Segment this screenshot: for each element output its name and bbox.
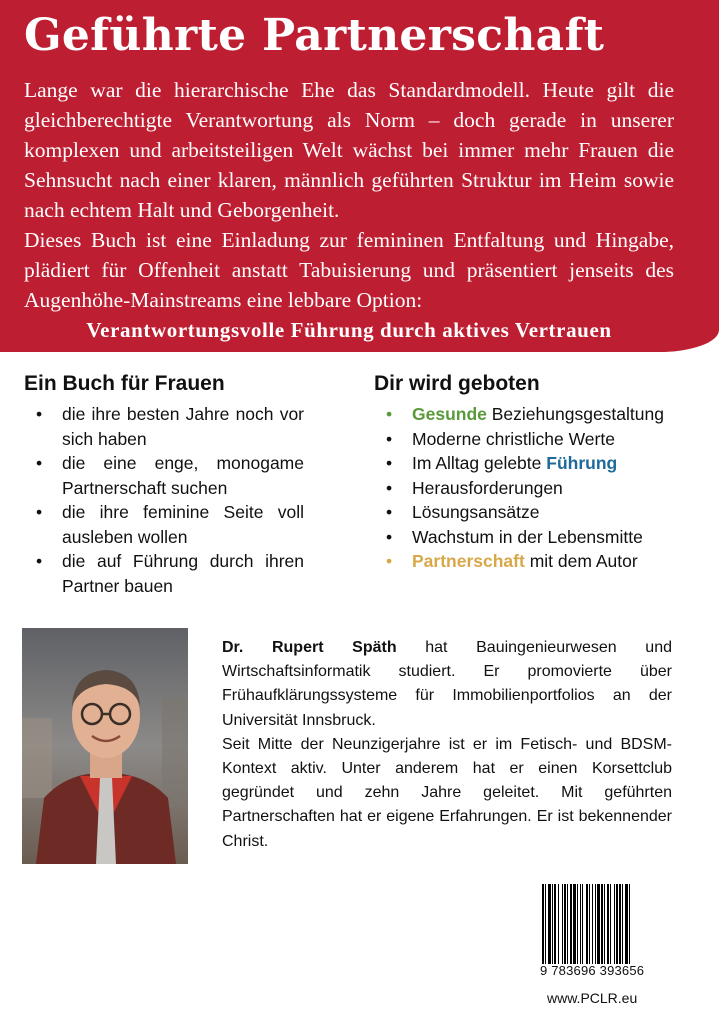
blurb (24, 75, 674, 345)
barcode-bar (577, 884, 578, 964)
isbn-barcode (540, 884, 672, 980)
barcode-bar (554, 884, 556, 964)
list-item (374, 402, 694, 427)
barcode-bar (614, 884, 615, 964)
bio-text-1: hat Bauingenieurwesen und Wirtschaftsinformatik studiert. Er promovierte über Frühaufklärungssysteme für Immobilienportfolios an der Universität Innsbruck. (222, 639, 672, 729)
bio-paragraph-2: Seit Mitte der Neunzigerjahre ist er im Fetisch- und BDSM-Kontext aktiv. Unter anderem hat er einen Korsettclub gegründet und zehn Jahre geleitet. Mit geführten Partnerschaften hat er eigene Erfahrungen. Er ist bekennender Christ. (222, 735, 672, 850)
barcode-bar (601, 884, 603, 964)
barcode-icon (540, 884, 672, 964)
list-item (374, 549, 694, 574)
barcode-bar (562, 884, 563, 964)
barcode-bar (582, 884, 583, 964)
list-item-text: mit dem Autor (524, 551, 638, 571)
barcode-bar (589, 884, 590, 964)
bullet-icon: • (36, 551, 43, 571)
barcode-bar (570, 884, 572, 964)
list-item-text: Lösungsansätze (412, 502, 540, 522)
list-item-text: Im Alltag gelebte (412, 453, 547, 473)
barcode-bar (542, 884, 544, 964)
list-item (374, 525, 694, 550)
highlight-text: Gesunde (412, 404, 487, 424)
bullet-icon: • (36, 502, 43, 522)
bullet-icon: • (386, 551, 393, 571)
barcode-bar (604, 884, 605, 964)
barcode-bar (629, 884, 630, 964)
barcode-bar (610, 884, 611, 964)
barcode-bar (597, 884, 600, 964)
blurb-tagline: Verantwortungsvolle Führung durch aktives Vertrauen (86, 318, 612, 342)
bullet-icon: • (386, 453, 393, 473)
list-item-text: Moderne christliche Werte (412, 428, 615, 449)
list-item (24, 500, 304, 549)
audience-list (24, 402, 304, 598)
barcode-bar (616, 884, 618, 964)
barcode-bar (607, 884, 609, 964)
author-name: Dr. Rupert Späth (222, 639, 397, 656)
bullet-icon: • (36, 404, 43, 424)
barcode-bar (567, 884, 568, 964)
list-item-text: die eine enge, monogame Partnerschaft suchen (62, 453, 304, 498)
list-item-text: die auf Führung durch ihren Partner bauen (62, 551, 304, 596)
barcode-bar (580, 884, 581, 964)
list-item (374, 500, 694, 525)
highlight-text: Führung (546, 453, 618, 473)
blurb-paragraph-1: Lange war die hierarchische Ehe das Standardmodell. Heute gilt die gleichberechtigte Verantwortung als Norm – doch gerade in unserer komplexen und arbeitsteiligen Welt wächst bei immer mehr Frauen die Sehnsucht nach einer klaren, männlich geführten Struktur im Heim sowie nach echtem Halt und Geborgenheit. (24, 78, 674, 222)
list-item-text: die ihre besten Jahre noch vor sich haben (62, 404, 304, 449)
bullet-icon: • (386, 526, 393, 547)
bullet-icon: • (36, 453, 43, 473)
list-item (374, 427, 694, 452)
barcode-bar (564, 884, 566, 964)
author-photo (22, 628, 188, 864)
barcode-bar (622, 884, 623, 964)
list-item (24, 451, 304, 500)
bio-paragraph-1 (222, 636, 672, 733)
barcode-bar (619, 884, 621, 964)
bullet-icon: • (386, 428, 393, 449)
barcode-digits: 9 783696 393656 (540, 963, 645, 978)
barcode-bar (595, 884, 596, 964)
offer-list (374, 402, 694, 574)
bullet-icon: • (386, 502, 393, 522)
barcode-bar (548, 884, 551, 964)
blurb-paragraph-2: Dieses Buch ist eine Einladung zur femininen Entfaltung und Hingabe, plädiert für Offenheit anstatt Tabuisierung und präsentiert jenseits des Augenhöhe-Mainstreams eine lebbare Option: (24, 228, 674, 312)
header-banner (0, 0, 719, 352)
audience-column (24, 372, 304, 598)
list-item-text: die ihre feminine Seite voll ausleben wollen (62, 502, 304, 547)
barcode-bar (592, 884, 593, 964)
author-bio (222, 636, 672, 854)
audience-heading: Ein Buch für Frauen (24, 372, 225, 395)
publisher-url: www.PCLR.eu (547, 990, 638, 1006)
list-item (374, 451, 694, 476)
highlight-text: Partnerschaft (412, 551, 525, 571)
list-item (24, 549, 304, 598)
list-item (24, 402, 304, 451)
bullet-icon: • (386, 404, 393, 424)
bullet-icon: • (386, 477, 393, 498)
barcode-bar (552, 884, 553, 964)
list-item-text: Beziehungsgestaltung (486, 404, 664, 424)
offer-column (374, 372, 694, 574)
author-portrait-icon (22, 628, 188, 864)
list-item-text: Herausforderungen (412, 477, 563, 498)
list-item-text: Wachstum in der Lebensmitte (412, 526, 643, 547)
book-title: Geführte Partnerschaft (24, 10, 605, 61)
barcode-bar (573, 884, 576, 964)
barcode-bar (545, 884, 546, 964)
offer-heading: Dir wird geboten (374, 372, 540, 395)
barcode-bar (586, 884, 588, 964)
barcode-bar (558, 884, 559, 964)
list-item (374, 476, 694, 501)
barcode-bar (625, 884, 628, 964)
